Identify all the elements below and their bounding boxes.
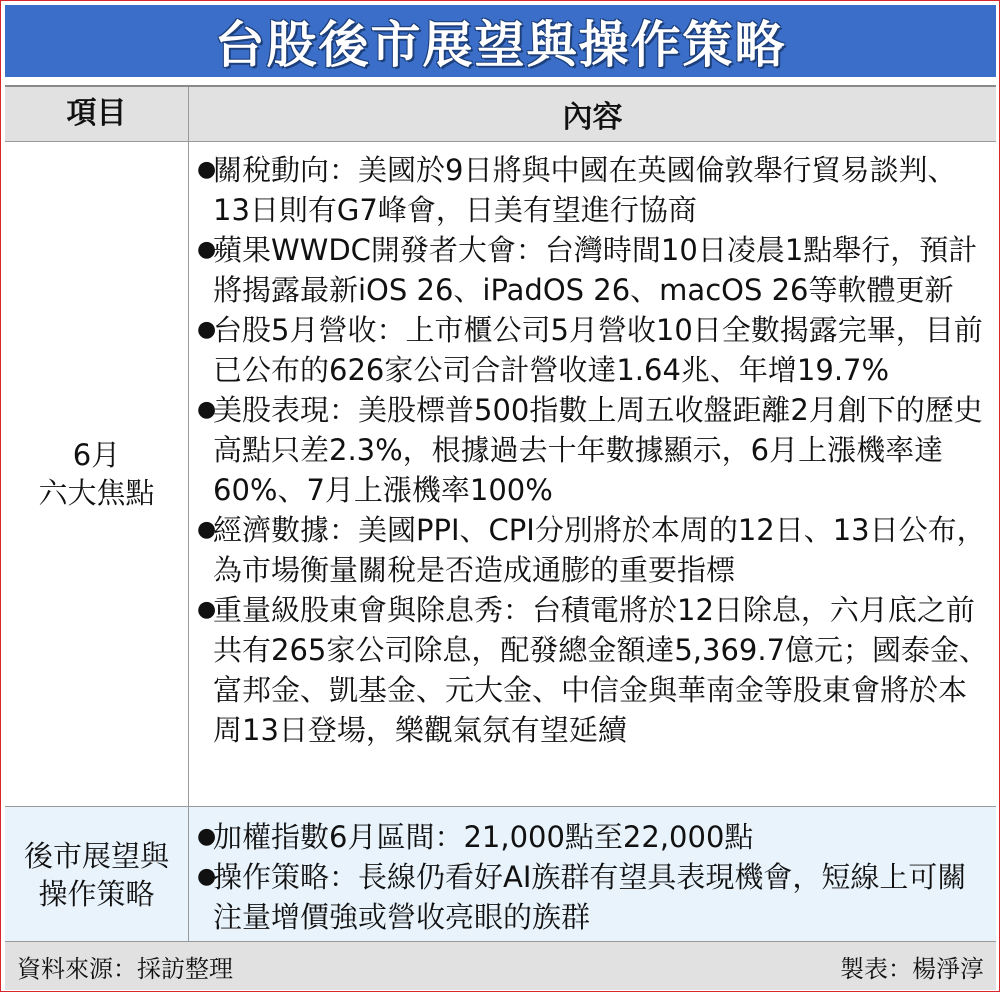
row-label [5, 807, 189, 943]
list-item [197, 230, 996, 310]
bullet-text: 操作策略：長線仍看好AI族群有望具表現機會，短線上可關注量增價強或營收亮眼的族群 [213, 860, 967, 934]
bullet-dot: ● [197, 824, 217, 849]
bullet-dot: ● [197, 517, 217, 542]
footer-bar [5, 941, 996, 990]
table-row-outlook [5, 807, 996, 944]
row-content [189, 807, 996, 943]
row-label-line: 6月 [72, 438, 121, 472]
bullet-dot: ● [197, 597, 217, 622]
title-bar [5, 5, 996, 77]
bullet-dot: ● [197, 317, 217, 342]
row-label-line: 六大焦點 [38, 476, 155, 510]
list-item [197, 150, 996, 230]
list-item [197, 590, 996, 750]
table-header-row [5, 87, 996, 142]
bullet-text: 關稅動向：美國於9日將與中國在英國倫敦舉行貿易談判、13日則有G7峰會，日美有望進行協商 [213, 153, 957, 227]
bullet-dot: ● [197, 397, 217, 422]
list-item [197, 817, 996, 857]
row-label [5, 142, 189, 806]
bullet-text: 美股表現：美股標普500指數上周五收盤距離2月創下的歷史高點只差2.3%，根據過去十年數據顯示，6月上漲機率達60%、7月上漲機率100% [213, 393, 983, 507]
row-label-line: 後市展望與 [23, 839, 169, 873]
list-item [197, 390, 996, 510]
bullet-dot: ● [197, 237, 217, 262]
bullet-text: 經濟數據：美國PPI、CPI分別將於本周的12日、13日公布，為市場衡量關稅是否造成通膨的重要指標 [213, 513, 986, 587]
bullet-dot: ● [197, 157, 217, 182]
bullet-text: 重量級股東會與除息秀：台積電將於12日除息，六月底之前共有265家公司除息，配發總金額達5,369.7億元；國泰金、富邦金、凱基金、元大金、中信金與華南金等股東會將於本周13日登場，樂觀氣氛有望延續 [213, 593, 989, 747]
bullet-list [189, 807, 996, 937]
header-content: 內容 [562, 100, 623, 135]
credit-note: 製表：楊淨淳 [840, 954, 984, 983]
list-item [197, 857, 996, 937]
bullet-text: 加權指數6月區間：21,000點至22,000點 [213, 820, 754, 854]
source-note: 資料來源：採訪整理 [17, 954, 233, 983]
bullet-text: 蘋果WWDC開發者大會：台灣時間10日凌晨1點舉行，預計將揭露最新iOS 26、iPadOS 26、macOS 26等軟體更新 [213, 233, 978, 307]
row-label-line: 操作策略 [38, 877, 155, 911]
header-item: 項目 [5, 87, 189, 141]
bullet-dot: ● [197, 864, 217, 889]
bullet-list [189, 142, 996, 750]
list-item [197, 510, 996, 590]
row-content [189, 142, 996, 806]
table-row-june-focus [5, 142, 996, 807]
list-item [197, 310, 996, 390]
strategy-table [5, 85, 996, 944]
page-title: 台股後市展望與操作策略 [214, 16, 787, 74]
bullet-text: 台股5月營收：上市櫃公司5月營收10日全數揭露完畢，目前已公布的626家公司合計營收達1.64兆、年增19.7% [213, 313, 983, 387]
